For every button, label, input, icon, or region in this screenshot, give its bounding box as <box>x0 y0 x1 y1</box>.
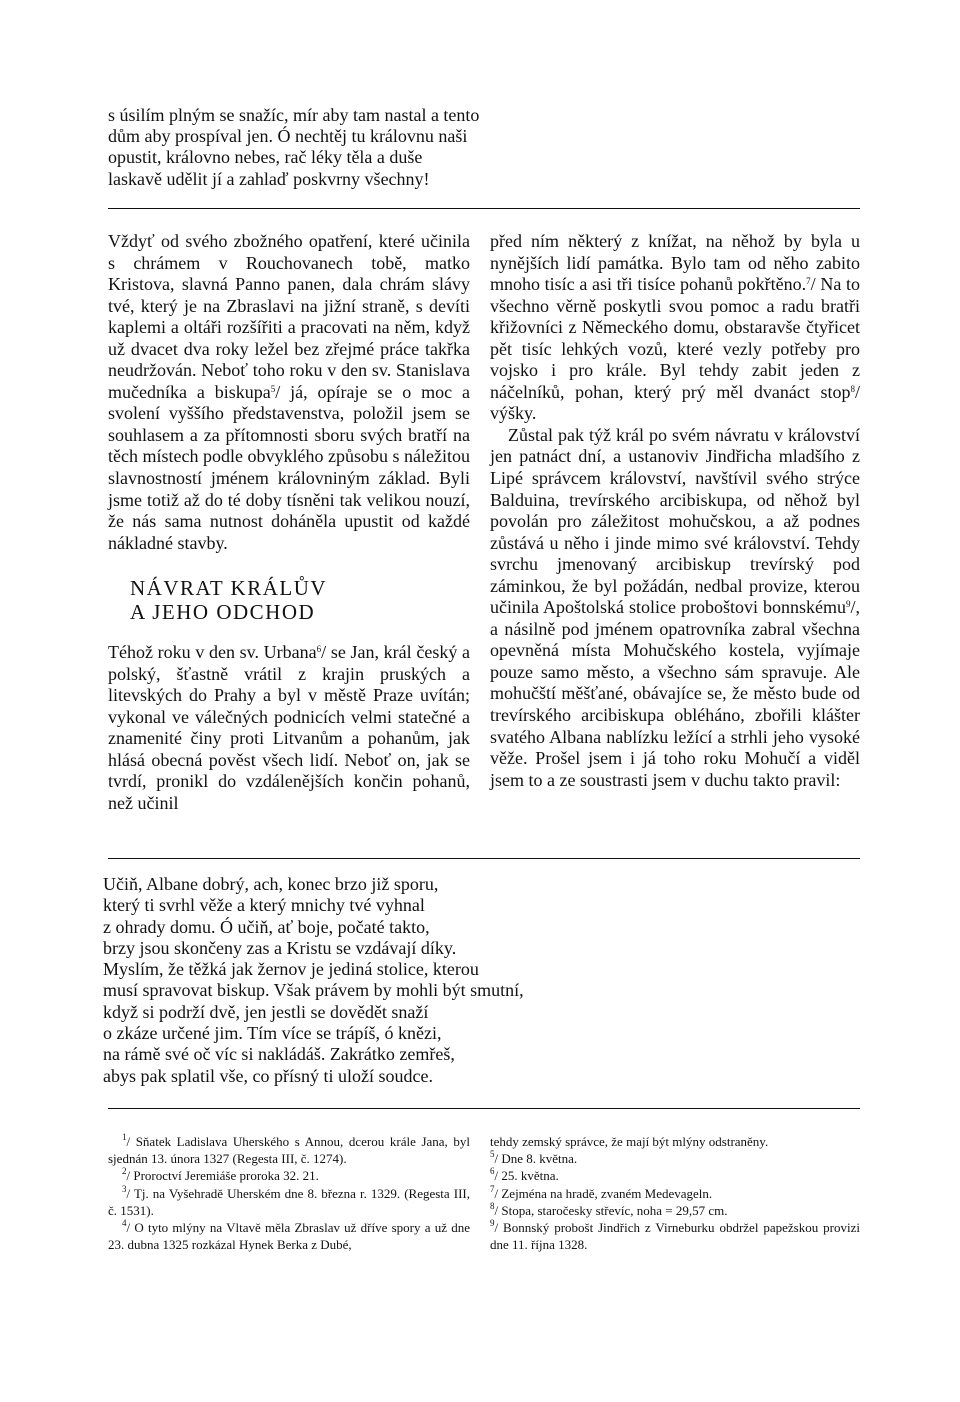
body-paragraph <box>108 231 470 554</box>
section-heading <box>108 576 470 624</box>
body-paragraph <box>490 231 860 425</box>
footnote-number: 2 <box>122 1166 127 1177</box>
verse-line: opustit, královno nebes, rač léky těla a duše <box>108 147 423 168</box>
footnote-number: 5 <box>490 1149 495 1160</box>
footnote-number: 1 <box>122 1132 127 1142</box>
footnotes-left <box>108 1133 470 1253</box>
footnote-ref: 5 <box>270 383 276 394</box>
paragraph-text: / Na to všechno věrně poskytli svou pomoc a radu bratři křižovníci z Německého domu, obstaravše čtyřicet pět tisíc lehkých vozů, které vezly potřeby pro vojsko i pro krále. Byl tehdy zabit jeden z náčelníků, pohan, který prý měl dvanáct stop <box>490 274 860 402</box>
footnote <box>490 1150 860 1167</box>
footnote-text: / Tj. na Vyšehradě Uherském dne 8. března r. 1329. (Regesta III, č. 1531). <box>108 1185 470 1218</box>
verse-line: když si podrží dvě, jen jestli se dovědět snaží <box>103 1001 429 1022</box>
verse-line: na rámě své oč víc si nakládáš. Zakrátko zemřeš, <box>103 1044 455 1065</box>
verse-line: dům aby prospíval jen. Ó nechtěj tu královnu naši <box>108 126 468 147</box>
verse-line: abys pak splatil vše, co přísný ti uloží soudce. <box>103 1065 433 1086</box>
footnote <box>108 1185 470 1219</box>
paragraph-text: / výšky. <box>490 381 860 424</box>
verse-line: který ti svrhl věže a který mnichy tvé vyhnal <box>103 895 425 916</box>
footnote-text: / Dne 8. května. <box>494 1151 578 1167</box>
verse-line: s úsilím plným se snažíc, mír aby tam nastal a tento <box>108 105 480 125</box>
closing-verse <box>103 874 524 1087</box>
paragraph-text: Zůstal pak týž král po svém návratu v království jen patnáct dní, a ustanoviv Jindřicha mladšího z Lipé správcem království, navštívil svého strýce Balduina, trevírského arcibiskupa, od něhož byl povolán pro záležitost mohučskou, a až podnes zůstává u něho i jinde mimo své království. Tehdy svrchu jmenovaný arcibiskup trevírský pod záminkou, že byl požádán, nedbal provize, kterou učinila Apoštolská stolice proboštovi bonnskému <box>490 424 860 618</box>
left-column <box>108 231 470 815</box>
footnote-text: / 25. května. <box>494 1168 559 1184</box>
footnote <box>490 1202 860 1219</box>
intro-verse <box>108 105 479 190</box>
section-heading-line: A JEHO ODCHOD <box>130 600 316 625</box>
verse-line: z ohrady domu. Ó učiň, ať boje, počaté takto, <box>103 916 430 937</box>
divider-rule <box>108 208 860 209</box>
paragraph-text: před ním některý z knížat, na něhož by byla u nynějších lidí památka. Bylo tam od něho zabito mnoho tisíc a asi tři tisíce pohanů pokřtěno. <box>490 231 860 295</box>
body-paragraph <box>490 425 860 791</box>
paragraph-text: Téhož roku v den sv. Urbana <box>108 642 317 663</box>
footnote-number: 6 <box>490 1166 495 1177</box>
footnote-text: / Sňatek Ladislava Uherského s Annou, dcerou krále Jana, byl sjednán 13. února 1327 (Regesta III, č. 1274). <box>108 1134 470 1167</box>
footnote <box>490 1219 860 1253</box>
paragraph-text: /, a násilně pod jménem opatrovníka zabral všechna opevněná místa Mohučského kostela, vyjímaje pouze samo město, a všechno sám spravuje. Ale mohučští měšťané, obávajíce se, že město bude od trevírského arcibiskupa obléháno, zbořili klášter svatého Albana nablízku ležící a strhli jeho vysoké věže. Prošel jsem i já toho roku Mohučí a viděl jsem to a ze soustrasti jsem v duchu takto pravil: <box>490 597 860 790</box>
footnote-text: / Proroctví Jeremiáše proroka 32. 21. <box>126 1168 319 1184</box>
footnote-rule <box>108 1108 860 1109</box>
section-heading-line: NÁVRAT KRÁLŮV <box>130 576 328 601</box>
verse-line: laskavě udělit jí a zahlaď poskvrny všechny! <box>108 168 430 189</box>
footnote-continuation <box>490 1133 860 1150</box>
footnote-text: tehdy zemský správce, že mají být mlýny odstraněny. <box>490 1134 769 1149</box>
footnote-ref: 8 <box>850 383 855 394</box>
footnote-text: / O tyto mlýny na Vltavě měla Zbraslav už dříve spory a už dne 23. dubna 1325 rozkázal Hynek Berka z Dubé, <box>108 1220 470 1253</box>
footnote-number: 7 <box>490 1183 495 1194</box>
paragraph-text: / se Jan, král český a polský, šťastně vrátil z krajin pruských a litevských do Prahy a byl v městě Praze uvítán; vykonal ve válečných podnicích velmi statečné a znamenité činy proti Litvanům a pohanům, jak hlásá obecná pověst všech lidí. Neboť on, jak se tvrdí, pronikl do vzdálenějších končin pohanů, než učinil <box>108 642 470 814</box>
verse-line: o zkáze určené jim. Tím více se trápíš, ó knězi, <box>103 1023 442 1044</box>
footnote-number: 4 <box>122 1218 127 1229</box>
verse-line: brzy jsou skončeny zas a Kristu se vzdávají díky. <box>103 937 457 958</box>
paragraph-text: / já, opíraje se o moc a svolení vyššího představenstva, položil jsem se souhlasem a za přítomnosti sboru svých bratří na těch místech podle obvyklého způsobu s náležitou slavnostností jménem královniným základ. Byli jsme totiž až do té doby tísněni tak velikou nouzí, že nás sama nutnost doháněla upustit od každé nákladné stavby. <box>108 381 470 553</box>
footnote <box>490 1185 860 1202</box>
footnotes-right <box>490 1133 860 1253</box>
footnote <box>108 1219 470 1253</box>
verse-line: Myslím, že těžká jak žernov je jediná stolice, kterou <box>103 959 479 980</box>
footnote-ref: 7 <box>806 276 811 287</box>
divider-rule <box>108 858 860 859</box>
footnote-ref: 9 <box>845 599 851 610</box>
footnote-text: / Bonnský probošt Jindřich z Virneburku obdržel papežskou provizi dne 11. října 1328. <box>490 1220 860 1253</box>
footnote-number: 3 <box>122 1183 127 1194</box>
verse-line: Učiň, Albane dobrý, ach, konec brzo již sporu, <box>103 874 439 894</box>
footnote <box>108 1133 470 1167</box>
footnote-text: / Stopa, staročesky střevíc, noha = 29,57 cm. <box>494 1202 728 1218</box>
footnote <box>490 1167 860 1184</box>
paragraph-text: Vždyť od svého zbožného opatření, které učinila s chrámem v Rouchovanech tobě, matko Kristova, slavná Panno panen, dala chrám slávy tvé, který je na Zbraslavi na jižní straně, s devíti kaplemi a oltáři rozšířiti a pracovati na něm, když už dvacet dva roky ležel bez zřejmé práce takřka neudržován. Neboť toho roku v den sv. Stanislava mučedníka a biskupa <box>108 231 470 402</box>
body-paragraph <box>108 642 470 814</box>
footnote-number: 8 <box>490 1200 495 1211</box>
verse-line: musí spravovat biskup. Však právem by mohli být smutní, <box>103 980 524 1001</box>
footnote-ref: 6 <box>316 644 322 655</box>
footnote <box>108 1167 470 1184</box>
footnote-number: 9 <box>490 1218 495 1229</box>
right-column <box>490 231 860 791</box>
footnote-text: / Zejména na hradě, zvaném Medevageln. <box>494 1185 713 1201</box>
